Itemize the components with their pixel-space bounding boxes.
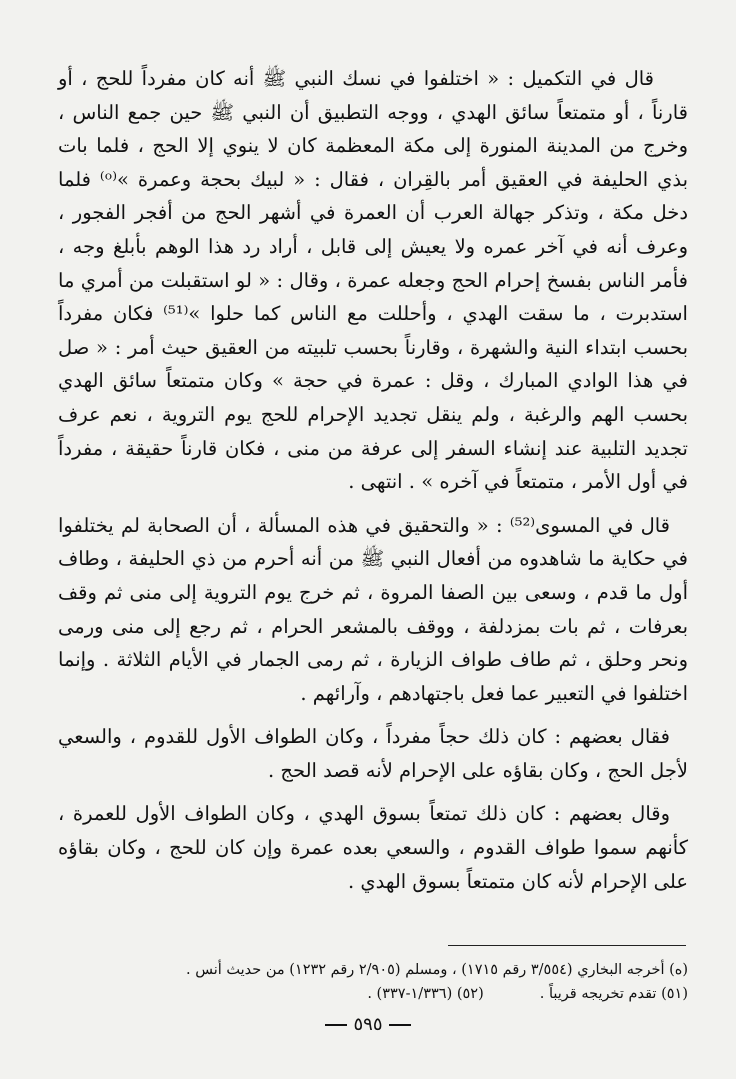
footnote-51: (٥١) تقدم تخريجه قريباً . bbox=[539, 986, 688, 1002]
page-number-value: ٥٩٥ bbox=[353, 1014, 383, 1035]
page-number-dash-left bbox=[325, 1024, 347, 1026]
page-number-dash-right bbox=[389, 1024, 411, 1026]
footnote bbox=[58, 958, 688, 982]
page-number bbox=[0, 1014, 736, 1035]
paragraph-takmil: قال في التكميل : « اختلفوا في نسك النبي ﷺ أنه كان مفرداً للحج ، أو قارناً ، أو متمتعاً سائق الهدي ، ووجه التطبيق أن النبي ﷺ حين جمع الناس ، وخرج من المدينة المنورة إلى مكة المعظمة كان لا ينوي إلا الحج ، فلما بات بذي الحليفة في العقيق أمر بالقِران ، فقال : « لبيك بحجة وعمرة »⁽ᵒ⁾ فلما دخل مكة ، وتذكر جهالة العرب أن العمرة في أشهر الحج من أفجر الفجور ، وعرف أنه في آخر عمره ولا يعيش إلى قابل ، أراد رد هذا الوهم بأبلغ وجه ، فأمر الناس بفسخ إحرام الحج وجعله عمرة ، وقال : « لو استقبلت من أمري ما استدبرت ، ما سقت الهدي ، وأحللت مع الناس كما حلوا »⁽⁵¹⁾ فكان مفرداً بحسب ابتداء النية والشهرة ، وقارناً بحسب تلبيته من العقيق حيث أمر : « صل في هذا الوادي المبارك ، وقل : عمرة في حجة » وكان متمتعاً سائق الهدي بحسب الهم والرغبة ، ولم ينقل تجديد الإحرام للحج يوم التروية ، نعم عرف تجديد التلبية عند إنشاء السفر إلى عرفة من منى ، فكان قارناً حقيقة ، مفرداً في أول الأمر ، متمتعاً في آخره » . انتهى . bbox=[58, 67, 688, 494]
footnotes bbox=[58, 958, 688, 1006]
footnote-divider bbox=[448, 945, 686, 946]
paragraph-tamattu-view: وقال بعضهم : كان ذلك تمتعاً بسوق الهدي ، وكان الطواف الأول للعمرة ، كأنهم سموا طواف القدوم ، والسعي بعده عمرة وإن كان للحج ، وكان بقاؤه على الإحرام لأنه كان متمتعاً بسوق الهدي . bbox=[58, 802, 688, 893]
footnote-o: (ه) أخرجه البخاري (٣/٥٥٤ رقم ١٧١٥) ، ومسلم (٢/٩٠٥ رقم ١٢٣٢) من حديث أنس . bbox=[186, 962, 688, 978]
paragraph-musawwa: قال في المسوى⁽⁵²⁾ : « والتحقيق في هذه المسألة ، أن الصحابة لم يختلفوا في حكاية ما شاهدوه من أفعال النبي ﷺ من أنه أحرم من ذي الحليفة ، وطاف أول ما قدم ، وسعى بين الصفا المروة ، ثم خرج يوم التروية إلى منى ثم وقف بعرفات ، ثم بات بمزدلفة ، ووقف بالمشعر الحرام ، ثم رجع إلى منى ورمى ونحر وحلق ، ثم طاف طواف الزيارة ، ثم رمى الجمار في الأيام الثلاثة . وإنما اختلفوا في التعبير عما فعل باجتهادهم ، وآرائهم . bbox=[58, 513, 688, 705]
main-text bbox=[58, 62, 688, 908]
paragraph-ifrad-view: فقال بعضهم : كان ذلك حجاً مفرداً ، وكان الطواف الأول للقدوم ، والسعي لأجل الحج ، وكان بقاؤه على الإحرام لأنه قصد الحج . bbox=[58, 725, 688, 782]
footnote-row bbox=[58, 982, 688, 1006]
footnote-52: (٥٢) (١/٣٣٦-٣٣٧) . bbox=[367, 986, 484, 1002]
